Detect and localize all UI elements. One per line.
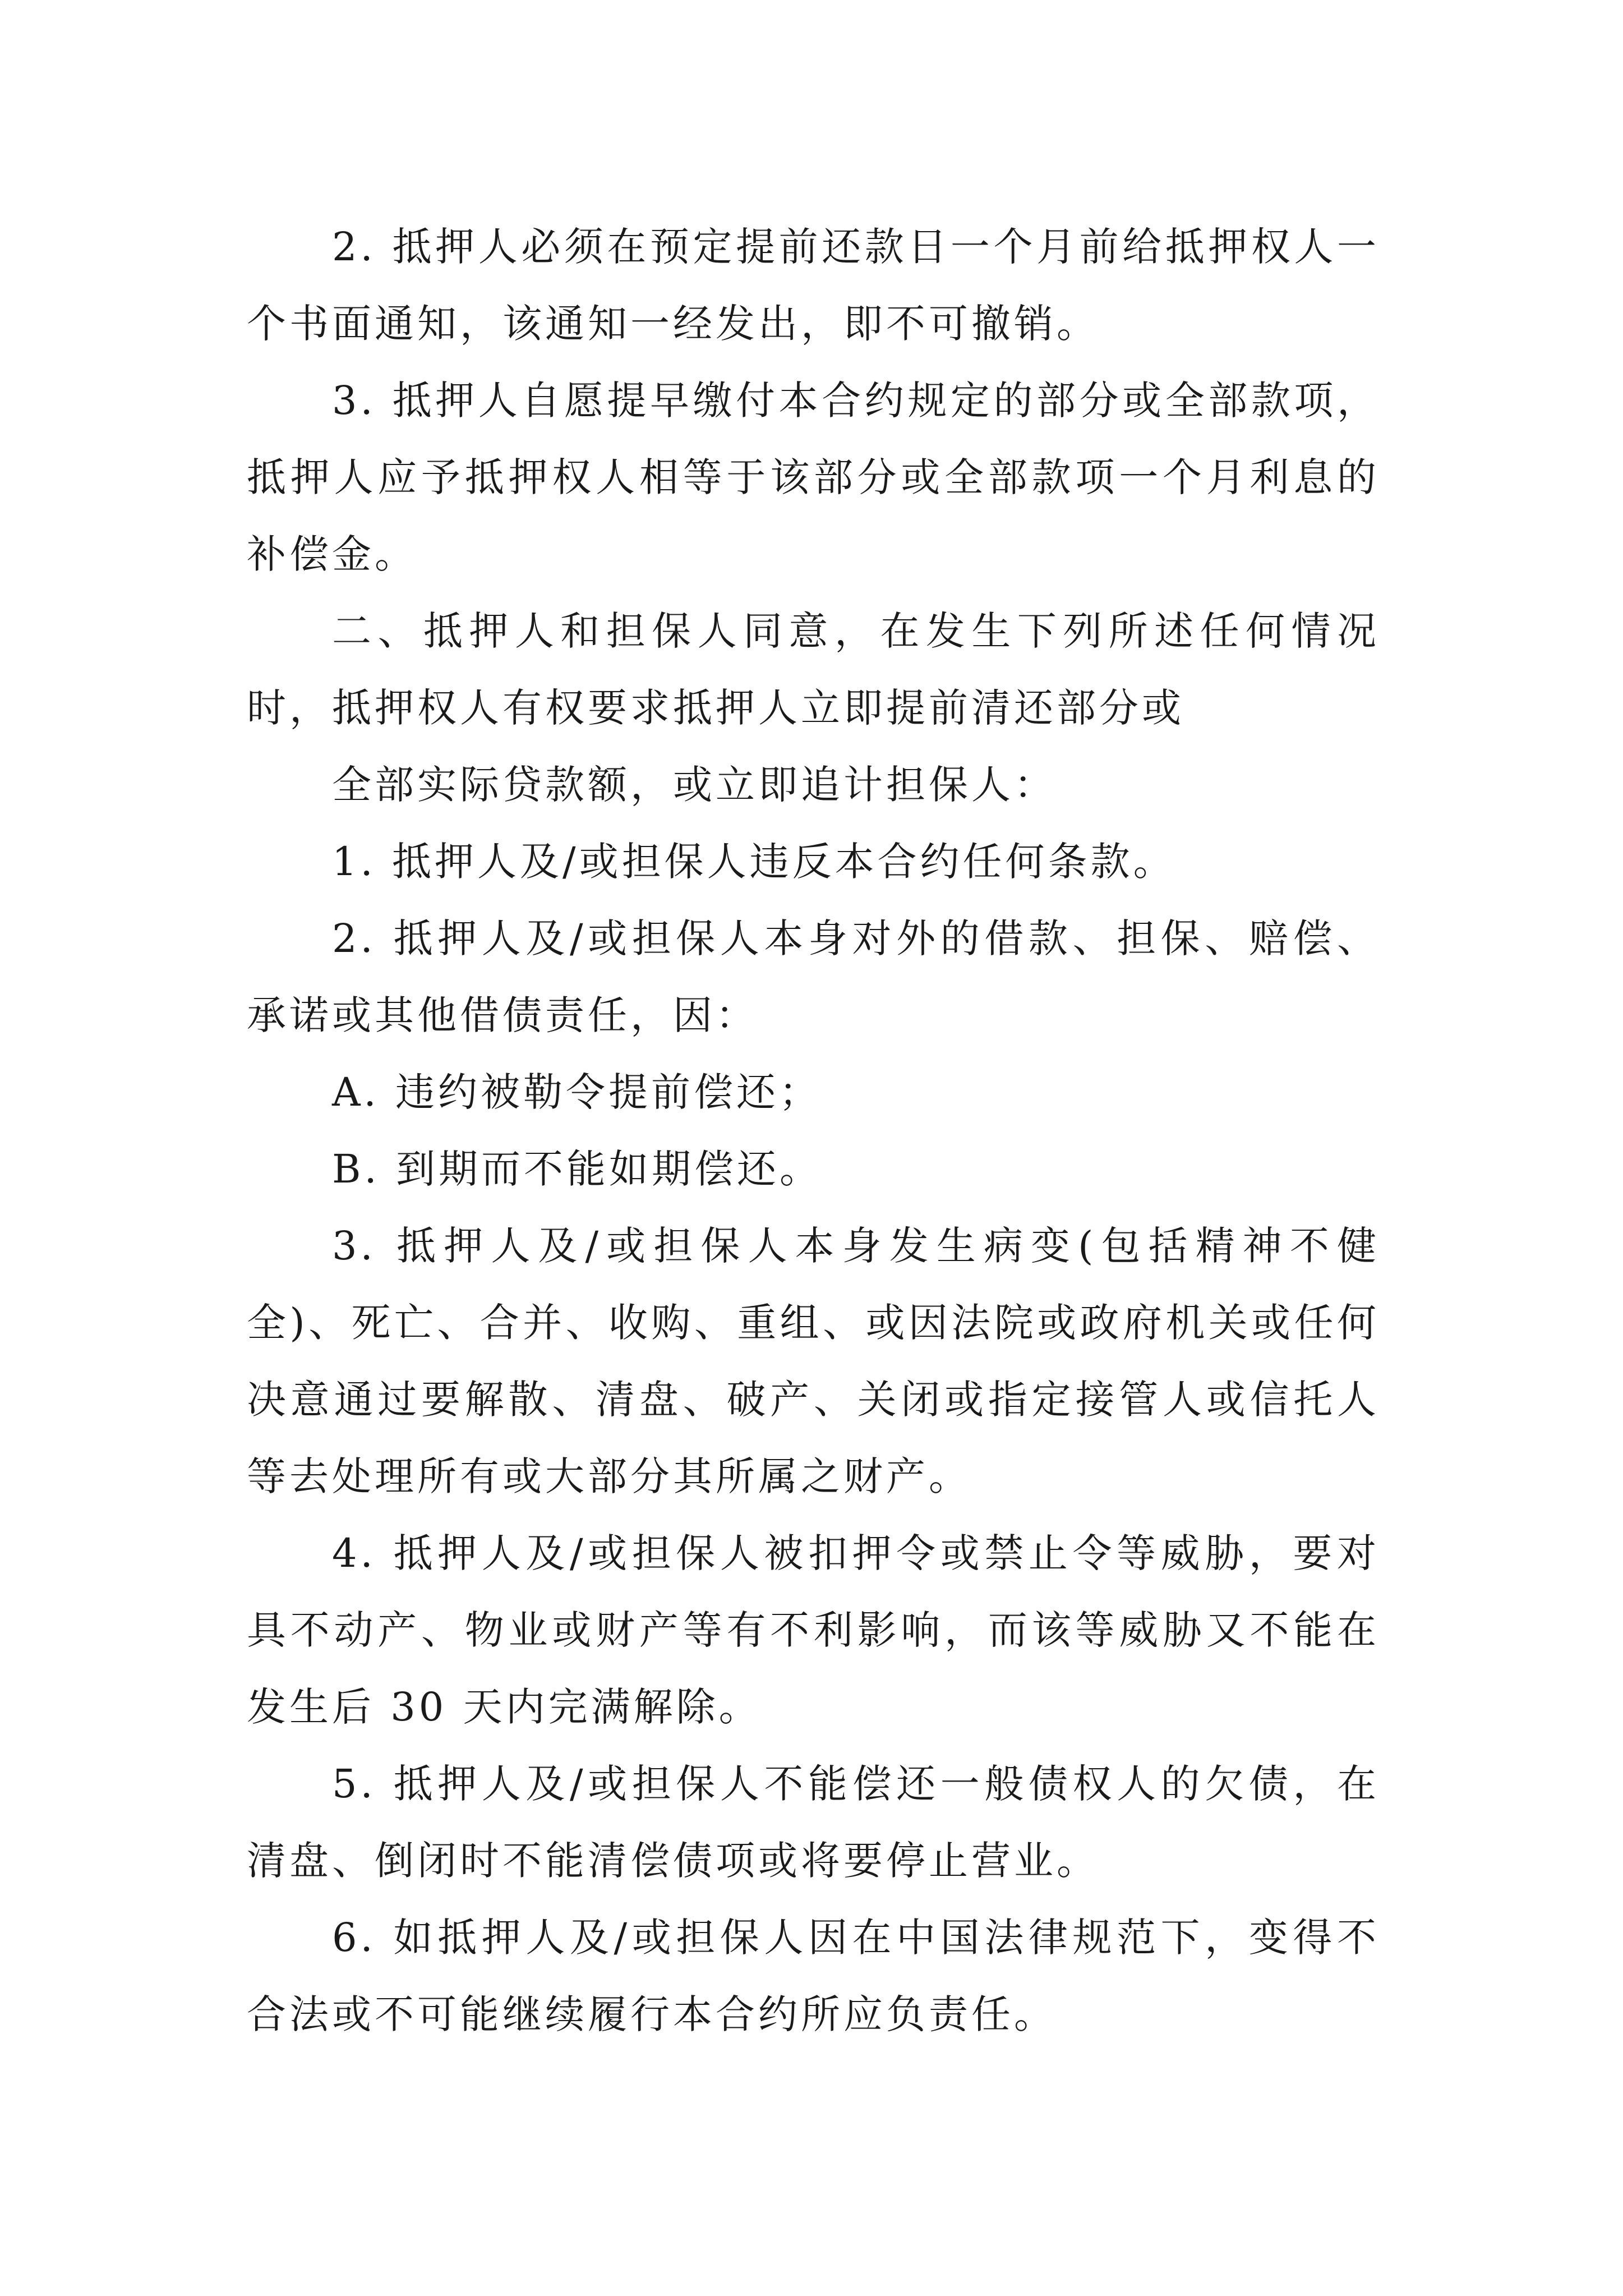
document-body xyxy=(247,209,1380,2053)
paragraph-item-2-b: B. 到期而不能如期偿还。 xyxy=(332,1146,822,1192)
paragraph-item-4: 4. 抵押人及/或担保人被扣押令或禁止令等威胁，要对具不动产、物业或财产等有不利影响，而该等威胁又不能在发生后 30 天内完满解除。 xyxy=(247,1530,1380,1730)
paragraph-item-3: 3. 抵押人及/或担保人本身发生病变(包括精神不健全)、死亡、合并、收购、重组、或因法院或政府机关或任何决意通过要解散、清盘、破产、关闭或指定接管人或信托人等去处理所有或大部分其所属之财产。 xyxy=(247,1223,1380,1499)
paragraph-item-6: 6. 如抵押人及/或担保人因在中国法律规范下，变得不合法或不可能继续履行本合约所应负责任。 xyxy=(247,1915,1380,2037)
paragraph-section-two-continuation: 全部实际贷款额，或立即追计担保人： xyxy=(332,762,1057,808)
paragraph-prepayment-notice: 2. 抵押人必须在预定提前还款日一个月前给抵押权人一个书面通知，该通知一经发出，即不可撤销。 xyxy=(247,224,1380,347)
paragraph-section-two-heading: 二、抵押人和担保人同意，在发生下列所述任何情况时，抵押权人有权要求抵押人立即提前清还部分或 xyxy=(247,608,1380,731)
paragraph-prepayment-compensation: 3. 抵押人自愿提早缴付本合约规定的部分或全部款项，抵押人应予抵押权人相等于该部分或全部款项一个月利息的补偿金。 xyxy=(247,378,1380,577)
paragraph-item-2-a: A. 违约被勒令提前偿还； xyxy=(332,1069,822,1115)
paragraph-item-2: 2. 抵押人及/或担保人本身对外的借款、担保、赔偿、承诺或其他借债责任，因： xyxy=(247,915,1380,1038)
paragraph-item-1: 1. 抵押人及/或担保人违反本合约任何条款。 xyxy=(332,839,1176,885)
paragraph-item-5: 5. 抵押人及/或担保人不能偿还一般债权人的欠债，在清盘、倒闭时不能清偿债项或将要停止营业。 xyxy=(247,1761,1380,1884)
